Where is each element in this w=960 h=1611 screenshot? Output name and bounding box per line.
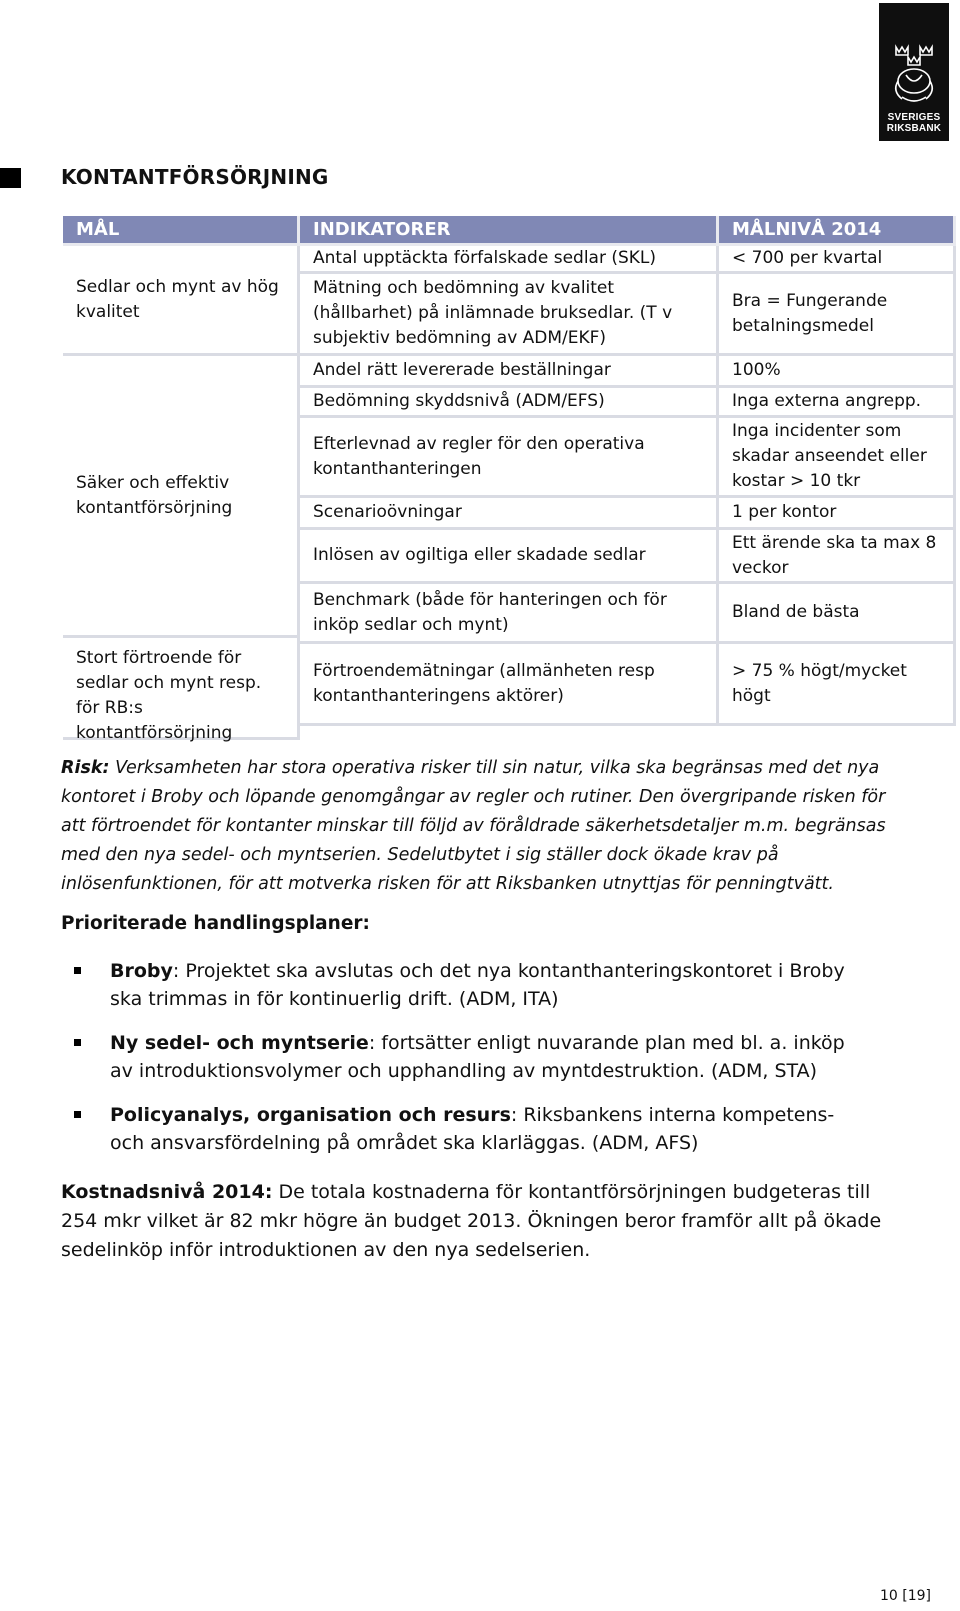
list-item: [110, 1101, 870, 1157]
cost-text: De totala kostnaderna för kontantförsörjningen budgeteras till 254 mkr vilket är 82 mkr högre än budget 2013. Ökningen beror framför allt på ökade sedelinköp inför introduktionen av den nya sedelserien.: [61, 1181, 882, 1261]
riksbank-logo: [879, 3, 949, 141]
target-cell: Bland de bästa: [719, 584, 956, 644]
list-item-text: : fortsätter enligt nuvarande plan med bl. a. inköp av introduktionsvolymer och upphandling av myntdestruktion. (ADM, STA): [110, 1032, 845, 1082]
risk-paragraph: [61, 754, 911, 899]
risk-text: Verksamheten har stora operativa risker till sin natur, vilka ska begränsas med det nya kontoret i Broby och löpande genomgångar av regler och rutiner. Den övergripande risken för att förtroendet för kontanter minskar till följd av föråldrade säkerhetsdetaljer m.m. begränsas med den nya sedel- och myntserien. Sedelutbytet i sig ställer dock ökade krav på inlösenfunktionen, för att motverka risken för att Riksbanken utnyttjas för penningtvätt.: [61, 758, 886, 894]
list-item: [110, 957, 870, 1013]
indicator-cell: Mätning och bedömning av kvalitet (hållbarhet) på inlämnade bruksedlar. (T v subjektiv bedömning av ADM/EKF): [300, 274, 719, 356]
goal-cell: Säker och effektiv kontantförsörjning: [63, 356, 300, 638]
riksbank-crown-crest-icon: [890, 41, 938, 107]
list-item-title: Policyanalys, organisation och resurs: [110, 1104, 511, 1126]
risk-label: Risk:: [61, 758, 110, 778]
target-cell: < 700 per kvartal: [719, 246, 956, 274]
page-number: 10 [19]: [880, 1588, 932, 1604]
bullet-icon: [74, 967, 81, 974]
target-cell: Inga incidenter som skadar anseendet eller kostar > 10 tkr: [719, 418, 956, 498]
logo-wordmark: [879, 112, 949, 134]
prio-heading: Prioriterade handlingsplaner:: [61, 913, 370, 934]
list-item-text: : Projektet ska avslutas och det nya kontanthanteringskontoret i Broby ska trimmas in för kontinuerlig drift. (ADM, ITA): [110, 960, 845, 1010]
target-cell: 100%: [719, 356, 956, 388]
table-header-target: MÅLNIVÅ 2014: [719, 216, 956, 246]
logo-line-2: RIKSBANK: [886, 123, 942, 134]
cost-paragraph: [61, 1178, 911, 1265]
indicator-cell: Bedömning skyddsnivå (ADM/EFS): [300, 388, 719, 418]
logo-line-1: SVERIGES: [887, 112, 941, 123]
target-cell: Bra = Fungerande betalningsmedel: [719, 274, 956, 356]
goal-cell: Sedlar och mynt av hög kvalitet: [63, 246, 300, 356]
page-title: KONTANTFÖRSÖRJNING: [61, 165, 329, 189]
goals-table: [63, 216, 956, 743]
indicator-cell: Andel rätt levererade beställningar: [300, 356, 719, 388]
indicator-cell: Scenarioövningar: [300, 498, 719, 530]
target-cell: 1 per kontor: [719, 498, 956, 530]
table-header-goal: MÅL: [63, 216, 300, 246]
indicator-cell: Antal upptäckta förfalskade sedlar (SKL): [300, 246, 719, 274]
cost-label: Kostnadsnivå 2014:: [61, 1181, 273, 1203]
bullet-icon: [74, 1039, 81, 1046]
goal-cell: Stort förtroende för sedlar och mynt resp. för RB:s kontantförsörjning: [63, 638, 300, 740]
target-cell: > 75 % högt/mycket högt: [719, 644, 956, 726]
target-cell: Inga externa angrepp.: [719, 388, 956, 418]
list-item-title: Ny sedel- och myntserie: [110, 1032, 369, 1054]
bullet-icon: [74, 1111, 81, 1118]
table-header-indicators: INDIKATORER: [300, 216, 719, 246]
indicator-cell: Förtroendemätningar (allmänheten resp kontanthanteringens aktörer): [300, 644, 719, 726]
list-item-text: : Riksbankens interna kompetens- och ansvarsfördelning på området ska klarläggas. (ADM, AFS): [110, 1104, 835, 1154]
target-cell: Ett ärende ska ta max 8 veckor: [719, 530, 956, 584]
indicator-cell: Efterlevnad av regler för den operativa kontanthanteringen: [300, 418, 719, 498]
list-item: [110, 1029, 870, 1085]
section-marker: [0, 168, 21, 188]
indicator-cell: Benchmark (både för hanteringen och för inköp sedlar och mynt): [300, 584, 719, 644]
list-item-title: Broby: [110, 960, 173, 982]
indicator-cell: Inlösen av ogiltiga eller skadade sedlar: [300, 530, 719, 584]
